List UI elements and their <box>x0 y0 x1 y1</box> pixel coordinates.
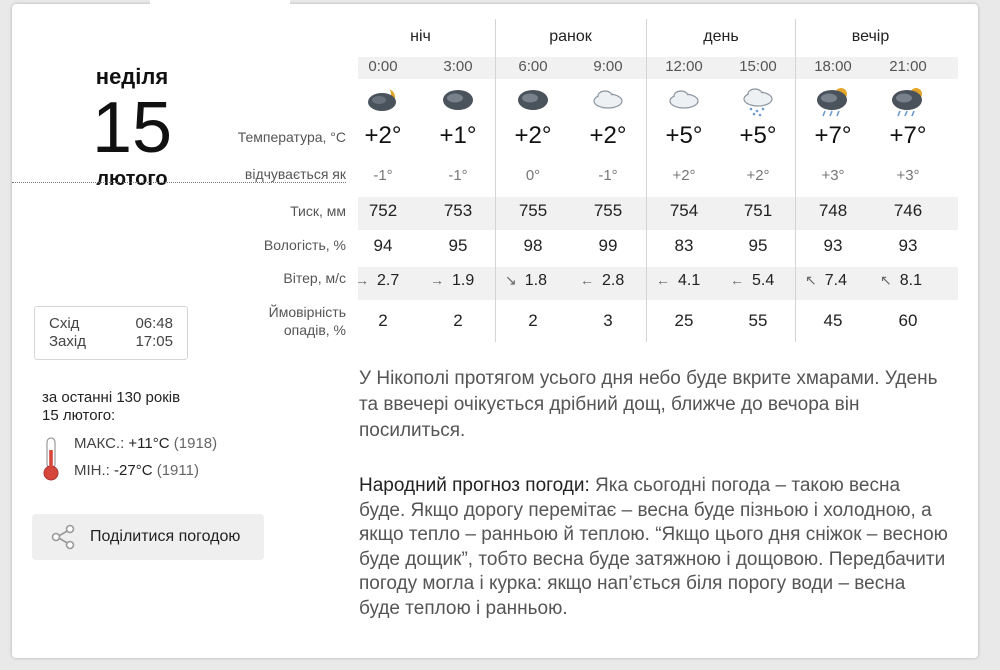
period-divider <box>646 19 647 342</box>
precip-0: 2 <box>378 311 388 330</box>
precip-6: 45 <box>823 311 843 330</box>
precip-label-line1: Ймовірність <box>268 304 346 320</box>
wind-0 <box>355 272 435 290</box>
wind-arrow-icon: ↘ <box>505 272 517 288</box>
pressure-label: Тиск, мм <box>290 203 346 219</box>
temp-3: +2° <box>589 122 627 149</box>
weather-card <box>12 4 978 658</box>
day-number: 15 <box>91 88 173 168</box>
wind-arrow-icon: ↖ <box>805 272 817 288</box>
wind-5 <box>730 272 810 290</box>
humidity-label: Вологість, % <box>263 237 346 253</box>
wind-arrow-icon: ← <box>730 272 744 288</box>
feels-5: +2° <box>746 167 770 184</box>
share-icon <box>50 524 76 550</box>
hour-0: 0:00 <box>368 58 398 75</box>
humidity-6: 93 <box>823 236 843 255</box>
period-3: вечір <box>851 28 890 45</box>
humidity-7: 93 <box>898 236 918 255</box>
pressure-7: 746 <box>893 201 923 220</box>
feels-6: +3° <box>821 167 845 184</box>
hour-1: 3:00 <box>443 58 473 75</box>
sunset-label: Захід <box>49 333 86 350</box>
wind-speed: 8.1 <box>899 272 922 289</box>
wind-arrow-icon: ← <box>656 272 670 288</box>
feels-like-label: відчувається як <box>12 166 346 183</box>
weekday: неділя <box>95 64 169 89</box>
temperature-label: Температура, °C <box>237 129 346 145</box>
moon-cloud-icon <box>365 86 401 120</box>
sunset-time: 17:05 <box>135 333 173 350</box>
feels-3: -1° <box>598 167 618 184</box>
temp-1: +1° <box>439 122 477 149</box>
month: лютого <box>96 168 168 190</box>
history-max: МАКС.: +11°C (1918) <box>74 435 218 452</box>
wind-3 <box>580 272 660 290</box>
humidity-5: 95 <box>748 236 768 255</box>
temp-4: +5° <box>665 122 703 149</box>
sunrise-time: 06:48 <box>135 315 173 332</box>
pressure-6: 748 <box>818 201 848 220</box>
folk-forecast-text: Яка сьогодні погода – такою весна буде. Якщо дорогу перемітає – весна буде пізньою і холодною, а якщо тепло – ранньою й теплою. “Якщо цього дня сніжок – весною буде дощик”, тобто весна буде затяжною і дощовою. Передбачити погоду могла і курка: якщо нап’ється біля порогу води – весна буде теплою і ранньою. <box>359 475 948 619</box>
night-rain-icon <box>890 86 926 120</box>
hour-5: 15:00 <box>739 58 777 75</box>
hour-7: 21:00 <box>889 58 927 75</box>
forecast-description: У Нікополі протягом усього дня небо буде вкрите хмарами. Удень та ввечері очікується дрібний дощ, ближче до вечора він посилиться. <box>359 368 938 441</box>
temp-7: +7° <box>889 122 927 149</box>
feels-2: 0° <box>525 167 541 184</box>
period-1: ранок <box>549 28 592 45</box>
pressure-4: 754 <box>669 201 699 220</box>
hour-3: 9:00 <box>593 58 623 75</box>
wind-speed: 5.4 <box>752 272 775 289</box>
history-max-value: +11°C <box>128 435 170 452</box>
feels-7: +3° <box>896 167 920 184</box>
folk-forecast-label: Народний прогноз погоди: <box>359 475 590 496</box>
wind-2 <box>505 272 585 290</box>
cloud-icon <box>666 86 702 120</box>
precip-7: 60 <box>898 311 918 330</box>
night-cloud-icon <box>515 86 551 120</box>
precip-5: 55 <box>748 311 768 330</box>
feels-1: -1° <box>448 167 468 184</box>
temp-0: +2° <box>364 122 402 149</box>
humidity-2: 98 <box>523 236 543 255</box>
hour-6: 18:00 <box>814 58 852 75</box>
history-min: МІН.: -27°C (1911) <box>74 462 199 479</box>
wind-speed: 4.1 <box>678 272 701 289</box>
humidity-3: 99 <box>598 236 618 255</box>
precip-1: 2 <box>453 311 463 330</box>
cloud-icon <box>590 86 626 120</box>
history-title: за останні 130 років 15 лютого: <box>42 389 181 424</box>
precip-2: 2 <box>528 311 538 330</box>
period-divider <box>795 19 796 342</box>
sunrise-label: Схід <box>49 315 80 332</box>
folk-forecast <box>359 474 949 621</box>
hour-4: 12:00 <box>665 58 703 75</box>
pressure-1: 753 <box>443 201 473 220</box>
hour-2: 6:00 <box>518 58 548 75</box>
wind-arrow-icon: → <box>355 272 369 288</box>
wind-arrow-icon: → <box>430 272 444 288</box>
wind-arrow-icon: ← <box>580 272 594 288</box>
feels-0: -1° <box>373 167 393 184</box>
pressure-3: 755 <box>593 201 623 220</box>
precip-3: 3 <box>603 311 613 330</box>
wind-speed: 2.7 <box>377 272 400 289</box>
wind-speed: 7.4 <box>824 272 847 289</box>
period-divider <box>495 19 496 342</box>
wind-speed: 1.9 <box>452 272 475 289</box>
thermometer-icon <box>41 436 61 482</box>
temp-5: +5° <box>739 122 777 149</box>
pressure-2: 755 <box>518 201 548 220</box>
pressure-0: 752 <box>368 201 398 220</box>
pressure-5: 751 <box>743 201 773 220</box>
wind-4 <box>656 272 736 290</box>
precip-4: 25 <box>674 311 694 330</box>
period-2: день <box>703 28 739 45</box>
humidity-1: 95 <box>448 236 468 255</box>
cloud-drizzle-icon <box>740 86 776 120</box>
wind-speed: 2.8 <box>602 272 625 289</box>
humidity-4: 83 <box>674 236 694 255</box>
tab-edge <box>150 0 290 4</box>
humidity-0: 94 <box>373 236 393 255</box>
period-0: ніч <box>410 28 431 45</box>
wind-6 <box>805 272 885 290</box>
share-weather-button[interactable] <box>32 514 264 560</box>
temp-6: +7° <box>814 122 852 149</box>
night-rain-icon <box>815 86 851 120</box>
wind-arrow-icon: ↖ <box>880 272 892 288</box>
feels-4: +2° <box>672 167 696 184</box>
precip-label-line2: опадів, % <box>283 322 346 338</box>
temp-2: +2° <box>514 122 552 149</box>
wind-1 <box>430 272 510 290</box>
wind-label: Вітер, м/с <box>283 270 346 286</box>
wind-7 <box>880 272 960 290</box>
night-cloud-icon <box>440 86 476 120</box>
wind-speed: 1.8 <box>524 272 547 289</box>
share-label: Поділитися погодою <box>90 528 241 545</box>
history-min-value: -27°C <box>114 462 153 479</box>
